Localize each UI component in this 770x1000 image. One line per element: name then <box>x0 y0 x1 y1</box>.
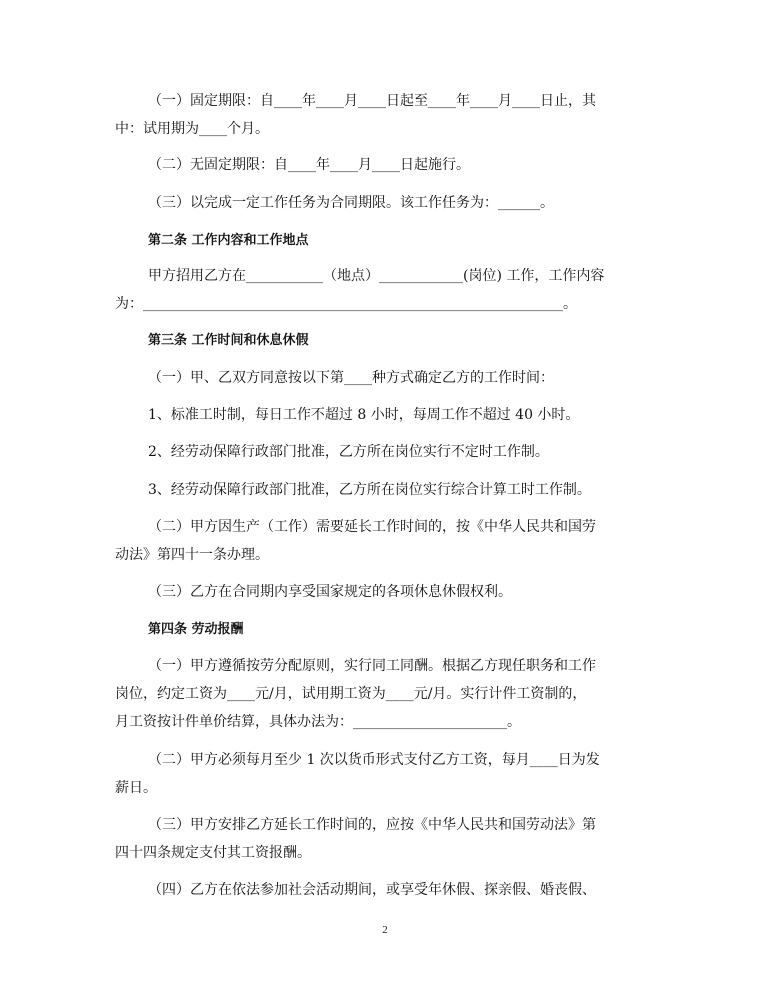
article-4-heading: 第四条 劳动报酬 <box>148 622 244 637</box>
clause-4-4-line-1: （四）乙方在依法参加社会活动期间，或享受年休假、探亲假、婚丧假、 <box>148 882 596 898</box>
clause-3-1-option-3: 3、经劳动保障行政部门批准，乙方所在岗位实行综合计算工时工作制。 <box>148 482 591 498</box>
article-3-heading: 第三条 工作时间和休息休假 <box>148 333 309 348</box>
article-2-heading: 第二条 工作内容和工作地点 <box>148 233 309 248</box>
clause-4-2-line-2: 薪日。 <box>115 780 157 796</box>
clause-3-1-option-1: 1、标准工时制，每日工作不超过 8 小时，每周工作不超过 40 小时。 <box>148 407 580 423</box>
clause-1-3: （三）以完成一定工作任务为合同期限。该工作任务为：______。 <box>148 195 554 211</box>
clause-3-1-option-2: 2、经劳动保障行政部门批准，乙方所在岗位实行不定时工作制。 <box>148 444 549 460</box>
clause-4-3-line-1: （三）甲方安排乙方延长工作时间的，应按《中华人民共和国劳动法》第 <box>148 817 596 833</box>
clause-3-2-line-1: （二）甲方因生产（工作）需要延长工作时间的，按《中华人民共和国劳 <box>148 519 596 535</box>
clause-1-2: （二）无固定期限：自____年____月____日起施行。 <box>148 157 470 173</box>
clause-4-1-line-3: 月工资按计件单价结算，具体办法为：______________________。 <box>115 714 521 730</box>
page-number: 2 <box>382 924 388 936</box>
clause-4-2-line-1: （二）甲方必须每月至少 1 次以货币形式支付乙方工资，每月____日为发 <box>148 752 600 768</box>
clause-4-1-line-2: 岗位，约定工资为____元/月，试用期工资为____元/月。实行计件工资制的， <box>115 686 587 702</box>
clause-1-1-line-1: （一）固定期限：自____年____月____日起至____年____月____日止，其 <box>148 93 596 109</box>
clause-4-3-line-2: 四十四条规定支付其工资报酬。 <box>115 845 311 861</box>
clause-1-1-line-2: 中：试用期为____个月。 <box>115 121 269 137</box>
article-2-line-1: 甲方招用乙方在___________（地点）____________(岗位) 工作，工作内容 <box>148 268 605 284</box>
clause-3-1: （一）甲、乙双方同意按以下第____种方式确定乙方的工作时间： <box>148 370 554 386</box>
article-2-line-2: 为：____________________________________________________________。 <box>115 296 577 312</box>
clause-3-2-line-2: 动法》第四十一条办理。 <box>115 547 269 563</box>
clause-4-1-line-1: （一）甲方遵循按劳分配原则，实行同工同酬。根据乙方现任职务和工作 <box>148 658 596 674</box>
clause-3-3: （三）乙方在合同期内享受国家规定的各项休息休假权利。 <box>148 584 512 600</box>
